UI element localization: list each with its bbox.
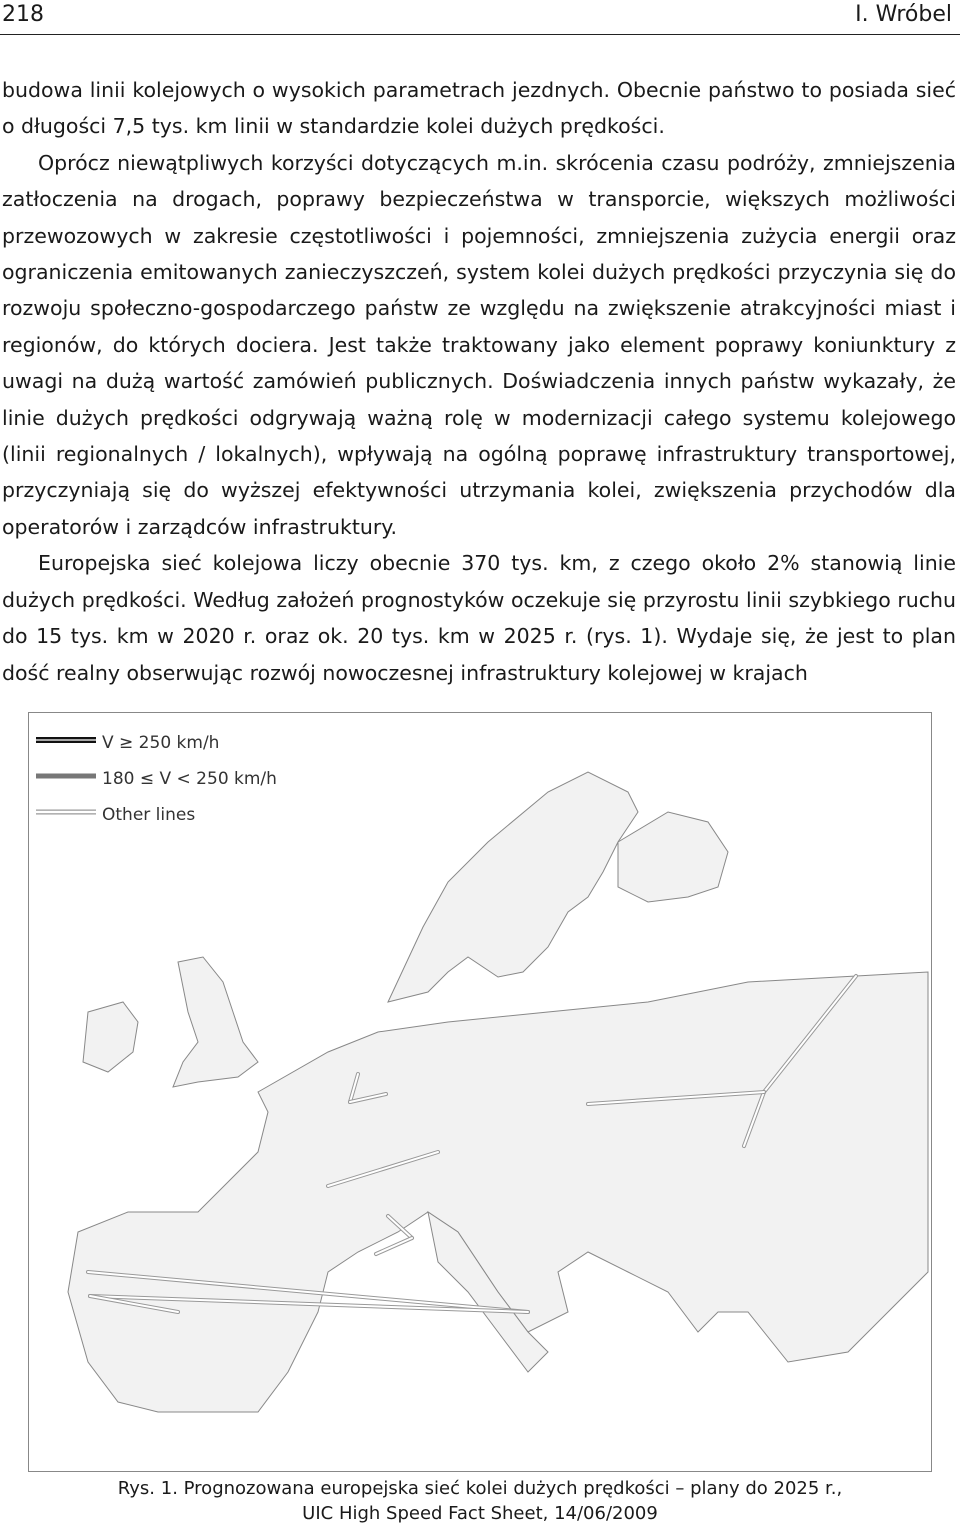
caption-line-2: UIC High Speed Fact Sheet, 14/06/2009 xyxy=(302,1503,658,1524)
europe-rail-map xyxy=(28,712,932,1472)
running-author: I. Wróbel xyxy=(855,2,952,27)
figure-caption xyxy=(0,1476,960,1526)
legend-label-other: Other lines xyxy=(102,805,196,825)
legend-label-mid: 180 ≤ V < 250 km/h xyxy=(102,769,277,789)
paragraph: budowa linii kolejowych o wysokich parametrach jezdnych. Obecnie państwo to posiada sieć o długości 7,5 tys. km linii w standardzie kolei dużych prędkości. xyxy=(2,78,956,139)
body-text xyxy=(2,72,956,691)
page-number: 218 xyxy=(2,2,44,27)
paragraph: Europejska sieć kolejowa liczy obecnie 370 tys. km, z czego około 2% stanowią linie dużych prędkości. Według założeń prognostyków oczekuje się przyrostu linii szybkiego ruchu do 15 tys. km w 2020 r. oraz ok. 20 tys. km w 2025 r. (rys. 1). Wydaje się, że jest to plan dość realny obserwując rozwój nowoczesnej infrastruktury kolejowej w krajach xyxy=(2,551,956,685)
page-header xyxy=(0,0,960,36)
legend-label-high: V ≥ 250 km/h xyxy=(102,733,220,753)
caption-line-1: Rys. 1. Prognozowana europejska sieć kolei dużych prędkości – plany do 2025 r., xyxy=(117,1478,843,1499)
header-rule xyxy=(0,34,960,35)
paragraph: Oprócz niewątpliwych korzyści dotyczących m.in. skrócenia czasu podróży, zmniejszenia zatłoczenia na drogach, poprawy bezpieczeństwa w transporcie, większych możliwości przewozowych w zakresie częstotliwości i pojemności, zmniejszenia zużycia energii oraz ograniczenia emitowanych zanieczyszczeń, system kolei dużych prędkości przyczynia się do rozwoju społeczno-gospodarczego państw ze względu na zwiększenie atrakcyjności miast i regionów, do których dociera. Jest także traktowany jako element poprawy koniunktury z uwagi na dużą wartość zamówień publicznych. Doświadczenia innych państw wykazały, że linie dużych prędkości odgrywają ważną rolę w modernizacji całego systemu kolejowego (linii regionalnych / lokalnych), wpływają na ogólną poprawę infrastruktury transportowej, przyczyniają się do wyższej efektywności utrzymania kolei, zwiększenia przychodów dla operatorów i zarządców infrastruktury. xyxy=(2,150,956,539)
